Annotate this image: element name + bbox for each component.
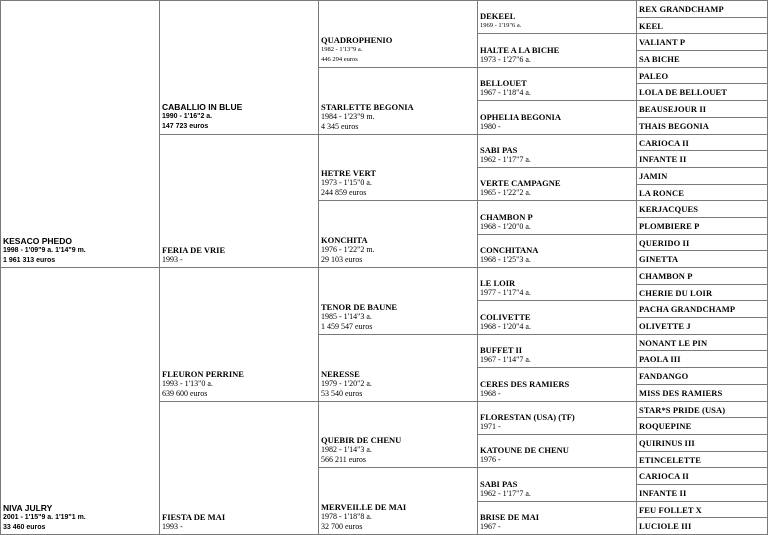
horse-name: PLOMBIERE P [639, 221, 700, 231]
horse-birth-record: 1978 - 1'18"8 a. [321, 512, 372, 521]
horse-earnings: 29 103 euros [321, 254, 363, 264]
horse-birth-record: 1965 - 1'22"2 a. [480, 187, 531, 197]
horse-name: LE LOIR [480, 277, 516, 288]
horse-name: NONANT LE PIN [639, 337, 708, 348]
horse-name: VALIANT P [639, 37, 686, 47]
horse-name: CHAMBON P [480, 211, 533, 222]
pedigree-cell-gen5 [636, 350, 768, 368]
horse-name: LOLA DE BELLOUET [639, 87, 728, 97]
pedigree-cell-gen3 [318, 0, 478, 68]
pedigree-cell-gen5 [636, 50, 768, 68]
horse-name: BEAUSEJOUR II [639, 104, 707, 114]
pedigree-cell-gen4 [477, 267, 637, 301]
horse-name: NIVA JULRY [3, 503, 53, 513]
pedigree-cell-gen3 [318, 134, 478, 201]
pedigree-cell-gen5 [636, 67, 768, 84]
horse-name: COLIVETTE [480, 311, 531, 322]
horse-birth-record: 1967 - [480, 521, 501, 531]
pedigree-cell-gen5 [636, 167, 768, 185]
horse-name: MISS DES RAMIERS [639, 388, 723, 398]
pedigree-cell-gen4 [477, 434, 637, 468]
horse-name: CONCHITANA [480, 244, 539, 255]
horse-name: VERTE CAMPAGNE [480, 177, 561, 188]
pedigree-cell-gen5 [636, 384, 768, 402]
horse-name: BRISE DE MAI [480, 511, 540, 522]
horse-name: SABI PAS [480, 478, 518, 489]
horse-earnings: 32 700 euros [321, 521, 363, 531]
horse-name: BELLOUET [480, 77, 527, 88]
horse-name: KATOUNE DE CHENU [480, 444, 569, 455]
horse-name: ETINCELETTE [639, 454, 702, 465]
pedigree-cell-gen4 [477, 100, 637, 135]
horse-birth-record: 1969 - 1'19"6 a. [480, 21, 522, 29]
horse-name: FLEURON PERRINE [162, 369, 244, 379]
pedigree-cell-gen5 [636, 117, 768, 135]
horse-birth-record: 1971 - [480, 421, 501, 431]
horse-name: MERVEILLE DE MAI [321, 502, 407, 512]
pedigree-cell-gen5 [636, 484, 768, 502]
pedigree-cell-gen4 [477, 501, 637, 535]
horse-name: TENOR DE BAUNE [321, 302, 398, 312]
horse-name: LUCIOLE III [639, 521, 692, 531]
horse-name: CARIOCA II [639, 471, 689, 481]
horse-birth-record: 1968 - 1'20"4 a. [480, 321, 531, 331]
horse-name: SABI PAS [480, 144, 518, 155]
pedigree-cell-gen5 [636, 234, 768, 251]
horse-name: PACHA GRANDCHAMP [639, 304, 736, 314]
horse-name: FIESTA DE MAI [162, 511, 226, 522]
pedigree-cell-gen5 [636, 250, 768, 268]
horse-birth-record: 1976 - 1'22"2 m. [321, 245, 375, 254]
horse-name: INFANTE II [639, 154, 687, 164]
horse-name: KERJACQUES [639, 204, 699, 214]
horse-birth-record: 1968 - 1'20"0 a. [480, 221, 531, 231]
horse-name: PALEO [639, 70, 669, 81]
horse-earnings: 53 540 euros [321, 388, 363, 398]
horse-birth-record: 1998 - 1'09"9 a. 1'14"9 m. [3, 247, 86, 254]
horse-name: CARIOCA II [639, 137, 689, 148]
pedigree-cell-gen5 [636, 517, 768, 535]
pedigree-cell-gen5 [636, 33, 768, 51]
pedigree-cell-gen2 [159, 134, 319, 268]
horse-birth-record: 1973 - 1'27"6 a. [480, 54, 531, 64]
horse-birth-record: 1979 - 1'20"2 a. [321, 379, 372, 388]
horse-birth-record: 1962 - 1'17"7 a. [480, 488, 531, 498]
pedigree-cell-gen4 [477, 0, 637, 34]
horse-name: KESACO PHEDO [3, 236, 72, 246]
horse-earnings: 33 460 euros [3, 523, 46, 531]
pedigree-cell-gen3 [318, 467, 478, 535]
pedigree-cell-gen5 [636, 217, 768, 235]
horse-name: STAR*S PRIDE (USA) [639, 404, 726, 415]
pedigree-cell-gen5 [636, 0, 768, 18]
horse-name: INFANTE II [639, 488, 687, 498]
pedigree-cell-gen3 [318, 267, 478, 335]
pedigree-cell-gen4 [477, 334, 637, 368]
pedigree-cell-gen5 [636, 334, 768, 351]
pedigree-cell-gen5 [636, 451, 768, 468]
pedigree-cell-gen1 [0, 0, 160, 268]
pedigree-cell-gen2 [159, 0, 319, 135]
pedigree-cell-gen5 [636, 434, 768, 452]
pedigree-cell-gen5 [636, 200, 768, 218]
pedigree-cell-gen5 [636, 17, 768, 34]
horse-name: FERIA DE VRIE [162, 244, 226, 255]
horse-earnings: 639 600 euros [162, 388, 208, 398]
horse-name: REX GRANDCHAMP [639, 4, 724, 14]
horse-name: KONCHITA [321, 235, 368, 245]
horse-name: FEU FOLLET X [639, 504, 702, 515]
horse-name: STARLETTE BEGONIA [321, 102, 414, 112]
pedigree-cell-gen4 [477, 300, 637, 335]
horse-name: HETRE VERT [321, 168, 377, 178]
horse-name: NERESSE [321, 369, 360, 379]
horse-birth-record: 1982 - 1'14"3 a. [321, 445, 372, 454]
horse-earnings: 446 294 euros [321, 55, 358, 63]
horse-name: QUERIDO II [639, 237, 690, 248]
horse-name: CHERIE DU LOIR [639, 287, 713, 298]
pedigree-cell-gen4 [477, 367, 637, 402]
horse-birth-record: 1977 - 1'17"4 a. [480, 287, 531, 297]
horse-name: FANDANGO [639, 371, 689, 381]
horse-earnings: 566 211 euros [321, 454, 367, 464]
horse-name: ROQUEPINE [639, 421, 692, 431]
horse-birth-record: 1984 - 1'23"9 m. [321, 112, 375, 121]
horse-name: BUFFET II [480, 344, 523, 355]
pedigree-cell-gen4 [477, 200, 637, 235]
horse-earnings: 1 961 313 euros [3, 256, 56, 264]
horse-birth-record: 1982 - 1'13"9 a. [321, 46, 363, 53]
horse-birth-record: 1985 - 1'14"3 a. [321, 312, 372, 321]
horse-name: CABALLIO IN BLUE [162, 102, 243, 112]
horse-earnings: 4 345 euros [321, 121, 359, 131]
pedigree-cell-gen3 [318, 200, 478, 268]
pedigree-cell-gen5 [636, 300, 768, 318]
horse-name: KEEL [639, 20, 664, 31]
pedigree-cell-gen4 [477, 134, 637, 168]
horse-name: OPHELIA BEGONIA [480, 111, 562, 122]
pedigree-cell-gen4 [477, 33, 637, 68]
horse-name: FLORESTAN (USA) (TF) [480, 411, 575, 422]
pedigree-cell-gen5 [636, 284, 768, 301]
horse-birth-record: 1968 - 1'25"3 a. [480, 254, 531, 264]
pedigree-cell-gen1 [0, 267, 160, 535]
pedigree-cell-gen2 [159, 267, 319, 402]
horse-birth-record: 1967 - 1'14"7 a. [480, 354, 531, 364]
horse-name: QUEBIR DE CHENU [321, 435, 402, 445]
pedigree-cell-gen4 [477, 467, 637, 502]
horse-name: CHAMBON P [639, 271, 693, 281]
horse-birth-record: 1968 - [480, 388, 501, 398]
horse-birth-record: 1962 - 1'17"7 a. [480, 154, 531, 164]
horse-name: LA RONCE [639, 187, 684, 198]
pedigree-cell-gen4 [477, 67, 637, 101]
pedigree-cell-gen5 [636, 134, 768, 151]
pedigree-cell-gen3 [318, 67, 478, 135]
pedigree-cell-gen5 [636, 467, 768, 485]
horse-birth-record: 1973 - 1'15"0 a. [321, 178, 372, 187]
horse-birth-record: 1967 - 1'18"4 a. [480, 87, 531, 97]
pedigree-cell-gen5 [636, 417, 768, 435]
pedigree-cell-gen3 [318, 334, 478, 402]
horse-birth-record: 1993 - 1'13"0 a. [162, 379, 213, 388]
horse-earnings: 147 723 euros [162, 122, 209, 130]
pedigree-cell-gen5 [636, 267, 768, 285]
pedigree-cell-gen5 [636, 184, 768, 201]
horse-name: QUADROPHENIO [321, 35, 393, 45]
pedigree-cell-gen5 [636, 100, 768, 118]
horse-birth-record: 1990 - 1'16"2 a. [162, 113, 213, 120]
pedigree-cell-gen4 [477, 167, 637, 201]
pedigree-cell-gen4 [477, 234, 637, 268]
horse-name: HALTE A LA BICHE [480, 44, 560, 55]
pedigree-cell-gen4 [477, 401, 637, 435]
horse-name: JAMIN [639, 171, 668, 181]
horse-birth-record: 1993 - [162, 254, 183, 264]
horse-name: GINETTA [639, 254, 679, 264]
pedigree-cell-gen5 [636, 501, 768, 518]
horse-name: PAOLA III [639, 354, 681, 364]
pedigree-cell-gen5 [636, 150, 768, 168]
pedigree-cell-gen2 [159, 401, 319, 535]
horse-birth-record: 1980 - [480, 121, 501, 131]
horse-name: CERES DES RAMIERS [480, 378, 570, 389]
horse-birth-record: 1993 - [162, 521, 183, 531]
horse-name: QUIRINUS III [639, 438, 695, 448]
horse-name: SA BICHE [639, 54, 680, 64]
horse-name: OLIVETTE J [639, 321, 691, 331]
horse-name: DEKEEL [480, 10, 516, 21]
pedigree-cell-gen5 [636, 367, 768, 385]
pedigree-cell-gen5 [636, 317, 768, 335]
horse-birth-record: 1976 - [480, 454, 501, 464]
pedigree-cell-gen5 [636, 401, 768, 418]
horse-name: THAIS BEGONIA [639, 121, 710, 131]
horse-earnings: 244 859 euros [321, 187, 367, 197]
pedigree-cell-gen3 [318, 401, 478, 468]
pedigree-cell-gen5 [636, 83, 768, 101]
horse-earnings: 1 459 547 euros [321, 321, 373, 331]
horse-birth-record: 2001 - 1'15"9 a. 1'19"1 m. [3, 514, 86, 521]
